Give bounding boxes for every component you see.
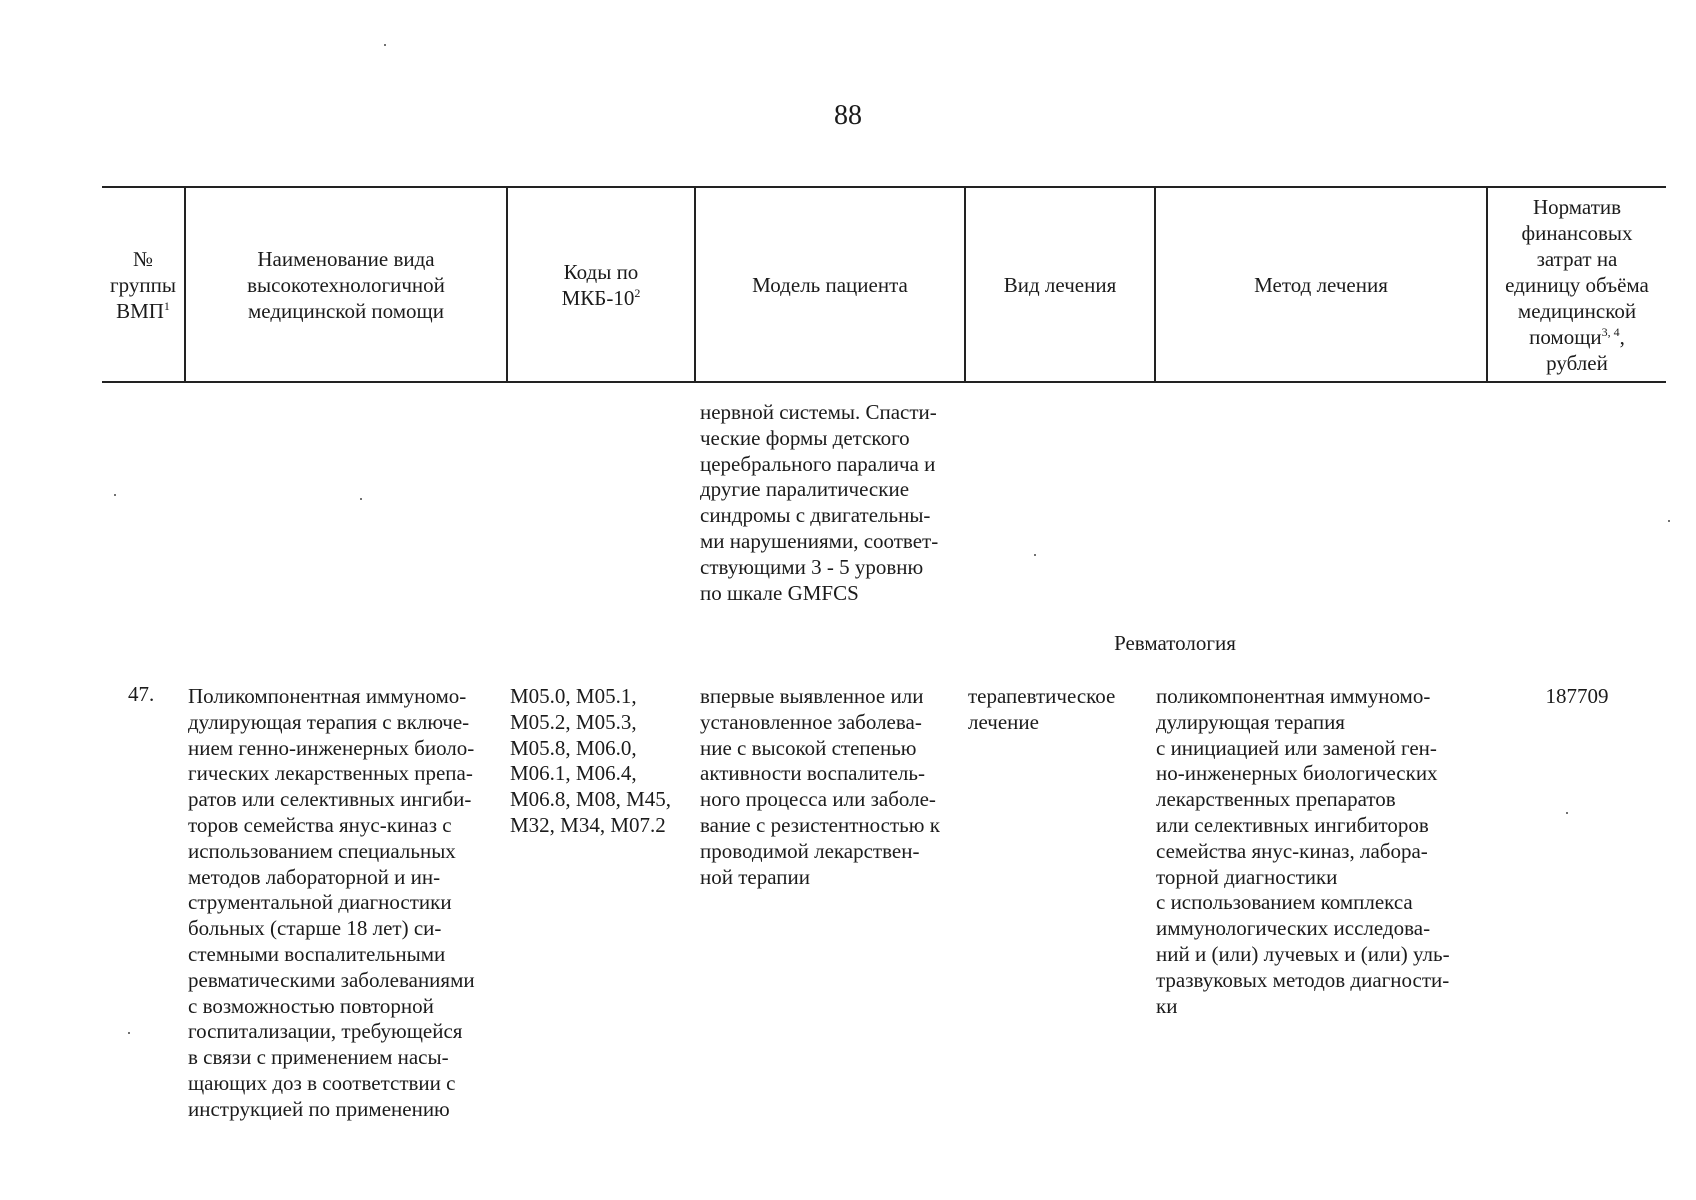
footnote-2-marker: 2 [634,285,641,300]
table-header [102,186,1666,383]
header-group-no [102,188,186,381]
header-group-no-label: № группы ВМП [110,246,176,323]
row-patient-model: впервые выявленное или установленное заболева- ние с высокой степенью активности воспалитель- ного процесса или заболе- вание с резистентностью к проводимой лекарствен- ной терапии [700,684,940,889]
header-codes-label: Коды по МКБ-10 [561,259,639,310]
header-name [186,188,508,381]
header-treatment-type [966,188,1156,381]
row-codes: M05.0, M05.1, M05.2, M05.3, M05.8, M06.0, M06.1, M06.4, M06.8, M08, M45, M32, M34, M07.2 [510,684,672,837]
header-treatment-method [1156,188,1488,381]
footnote-3-4-marker: 3, 4 [1601,324,1620,339]
header-cost-norm [1488,188,1666,381]
scan-speck [384,44,386,46]
row-treatment-method: поликомпонентная иммуномо- дулирующая терапия с инициацией или заменой ген- но-инженерных биологических лекарственных препаратов или селективных ингибиторов семейства янус-киназ, лабора- торной диагностики с использованием комплекса иммунологических исследова- ний и (или) лучевых и (или) уль- тразвуковых методов диагности- ки [1156,684,1450,1018]
header-treatment-method-label: Метод лечения [1254,272,1388,297]
header-codes [508,188,696,381]
header-name-label: Наименование вида высокотехнологичной медицинской помощи [247,246,445,323]
header-patient-model [696,188,966,381]
continued-patient-model: нервной системы. Спасти- ческие формы детского церебрального паралича и другие паралитические синдромы с двигательны- ми нарушениями, соответ- ствующими 3 - 5 уровню по шкале GMFCS [700,400,939,605]
header-treatment-type-label: Вид лечения [1003,272,1117,297]
scan-speck [1566,812,1568,814]
scan-speck [114,494,116,496]
row-group-no: 47. [128,682,155,706]
header-cost-norm-label: Норматив финансовых затрат на единицу объёма медицинской помощи [1505,194,1649,349]
header-patient-model-label: Модель пациента [752,272,908,297]
scan-speck [1034,554,1036,556]
page-number: 88 [834,100,862,131]
scan-speck [360,498,362,500]
header-cost-norm-unit: , рублей [1546,324,1625,375]
scan-speck [128,1032,130,1034]
footnote-1-marker: 1 [163,298,170,313]
section-title-rheumatology: Ревматология [1114,631,1236,655]
scan-speck [1668,520,1670,522]
row-name: Поликомпонентная иммуномо- дулирующая терапия с включе- нием генно-инженерных биоло- гических лекарственных препа- ратов или селективных ингиби- торов семейства янус-киназ с использованием специальных методов лабораторной и ин- струментальной диагностики больных (старше 18 лет) си- стемными воспалительными ревматическими заболеваниями с возможностью повторной госпитализации, требующейся в связи с применением насы- щающих доз в соответствии с инструкцией по применению [188,684,475,1121]
row-cost-norm: 187709 [1545,684,1609,708]
row-treatment-type: терапевтическое лечение [968,684,1116,734]
